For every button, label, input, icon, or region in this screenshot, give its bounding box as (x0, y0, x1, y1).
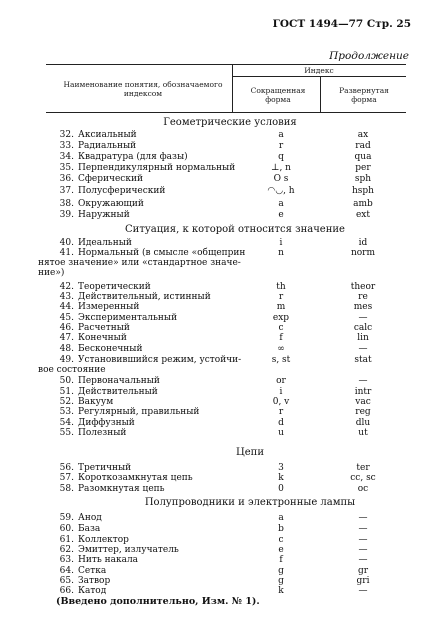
short-form-cell: 0 (278, 484, 284, 494)
page-header: ГОСТ 1494—77 Стр. 25 (272, 18, 411, 30)
row-label: Короткозамкнутая цепь (78, 473, 193, 483)
row-label: Действительный, истинный (78, 292, 211, 302)
short-form-cell: r (278, 407, 284, 417)
row-label: Окружающий (78, 199, 144, 209)
short-form-cell: n (278, 248, 284, 258)
row-number: 56. (59, 463, 74, 473)
short-form-cell: k (278, 473, 284, 483)
row-number: 44. (59, 302, 74, 312)
short-form-cell: q (278, 152, 284, 162)
row-number: 34. (59, 152, 74, 162)
row-number: 65. (59, 576, 74, 586)
row-number: 61. (59, 535, 74, 545)
full-form-cell: rad (355, 141, 371, 151)
row-label-continuation: нятое значение» или «стандартное значе- (38, 258, 241, 268)
row-label: Диффузный (78, 418, 135, 428)
short-form-cell: e (278, 545, 284, 555)
row-number: 48. (59, 344, 74, 354)
row-number: 32. (59, 130, 74, 140)
row-label: Идеальный (78, 238, 132, 248)
full-form-cell: sph (354, 174, 372, 184)
row-label: Расчетный (78, 323, 130, 333)
full-form-cell: oc (357, 484, 369, 494)
full-form-cell: ext (355, 210, 371, 220)
row-label: Регулярный, правильный (78, 407, 200, 417)
footnote: (Введено дополнительно, Изм. № 1). (56, 596, 260, 607)
row-number: 41. (59, 248, 74, 258)
full-form-cell: — (358, 513, 368, 523)
table-top-rule (46, 64, 406, 65)
short-form-cell: a (278, 513, 284, 523)
section-title: Ситуация, к которой относится значение (125, 224, 345, 235)
row-number: 40. (59, 238, 74, 248)
full-form-cell: gr (357, 566, 369, 576)
full-form-cell: mes (353, 302, 373, 312)
row-label: Эмиттер, излучатель (78, 545, 179, 555)
row-number: 47. (59, 333, 74, 343)
row-label: Коллектор (78, 535, 129, 545)
row-label: Сферический (78, 174, 143, 184)
row-label: Перпендикулярный нормальный (78, 163, 236, 173)
row-label: Затвор (78, 576, 111, 586)
full-form-cell: id (358, 238, 368, 248)
row-label: Нормальный (в смысле «общеприн (78, 248, 246, 258)
row-number: 39. (59, 210, 74, 220)
short-form-cell: c (278, 535, 284, 545)
section-title: Цепи (236, 447, 264, 458)
short-form-cell: ∞ (277, 344, 285, 354)
row-number: 33. (59, 141, 74, 151)
full-form-cell: theor (350, 282, 376, 292)
short-form-cell: or (276, 376, 286, 386)
short-form-cell: a (278, 199, 284, 209)
row-number: 58. (59, 484, 74, 494)
row-number: 51. (59, 387, 74, 397)
row-number: 45. (59, 313, 74, 323)
row-number: 60. (59, 524, 74, 534)
short-form-cell: exp (272, 313, 290, 323)
full-form-cell: qua (354, 152, 372, 162)
full-form-cell: — (358, 376, 368, 386)
row-number: 37. (59, 186, 74, 196)
row-number: 57. (59, 473, 74, 483)
short-form-cell: r (278, 141, 284, 151)
short-form-cell: d (278, 418, 284, 428)
row-label: Полезный (78, 428, 127, 438)
continuation-label: Продолжение (329, 50, 409, 62)
full-form-cell: dlu (355, 418, 371, 428)
full-form-cell: — (358, 313, 368, 323)
short-form-cell: e (278, 210, 284, 220)
row-number: 43. (59, 292, 74, 302)
short-form-cell: g (278, 576, 284, 586)
full-form-cell: ter (356, 463, 370, 473)
short-form-cell: ⊥, n (271, 163, 291, 173)
row-number: 42. (59, 282, 74, 292)
row-label: Действительный (78, 387, 158, 397)
section-title: Геометрические условия (163, 117, 297, 128)
short-form-cell: i (279, 238, 283, 248)
row-label: База (78, 524, 101, 534)
row-label: Аксиальный (78, 130, 137, 140)
full-form-header: Развернутая форма (339, 86, 389, 104)
short-form-cell: a (278, 130, 284, 140)
full-form-cell: — (358, 545, 368, 555)
full-form-cell: — (358, 586, 368, 596)
full-form-cell: — (358, 524, 368, 534)
row-label: Конечный (78, 333, 127, 343)
row-label: Анод (78, 513, 102, 523)
row-label: Измеренный (78, 302, 140, 312)
short-form-cell: i (279, 387, 283, 397)
short-form-cell: m (276, 302, 286, 312)
short-form-cell: ◠◡, h (267, 186, 295, 196)
full-form-cell: calc (353, 323, 373, 333)
full-form-cell: — (358, 535, 368, 545)
header-divider-v2 (320, 76, 321, 112)
row-number: 35. (59, 163, 74, 173)
index-group-rule (232, 76, 406, 77)
row-number: 62. (59, 545, 74, 555)
full-form-cell: amb (353, 199, 373, 209)
full-form-cell: reg (355, 407, 371, 417)
short-form-cell: c (278, 323, 284, 333)
full-form-cell: gri (356, 576, 370, 586)
full-form-cell: — (358, 344, 368, 354)
row-label-continuation: вое состояние (38, 365, 106, 375)
header-bottom-rule (46, 112, 406, 113)
row-label: Первоначальный (78, 376, 160, 386)
column-name-header: Наименование понятия, обозначаемого индексом (63, 80, 223, 98)
row-label: Радиальный (78, 141, 137, 151)
short-form-header: Сокращенная форма (250, 86, 306, 104)
row-number: 59. (59, 513, 74, 523)
row-label: Вакуум (78, 397, 114, 407)
full-form-cell: vac (355, 397, 371, 407)
short-form-cell: 3 (278, 463, 284, 473)
row-label: Полусферический (78, 186, 166, 196)
full-form-cell: ut (358, 428, 368, 438)
short-form-cell: b (278, 524, 284, 534)
row-number: 46. (59, 323, 74, 333)
short-form-cell: O s (273, 174, 289, 184)
row-number: 66. (59, 586, 74, 596)
row-label: Катод (78, 586, 107, 596)
row-label: Третичный (78, 463, 132, 473)
row-label: Разомкнутая цепь (78, 484, 165, 494)
row-number: 63. (59, 555, 74, 565)
short-form-cell: g (278, 566, 284, 576)
short-form-cell: 0, v (272, 397, 290, 407)
row-label: Нить накала (78, 555, 139, 565)
full-form-cell: cc, sc (350, 473, 376, 483)
row-number: 55. (59, 428, 74, 438)
row-number: 50. (59, 376, 74, 386)
full-form-cell: norm (350, 248, 376, 258)
row-label: Установившийся режим, устойчи- (78, 355, 242, 365)
full-form-cell: per (355, 163, 371, 173)
short-form-cell: f (279, 333, 283, 343)
row-number: 54. (59, 418, 74, 428)
row-label: Квадратура (для фазы) (78, 152, 188, 162)
row-label: Экспериментальный (78, 313, 178, 323)
row-label: Бесконечный (78, 344, 143, 354)
row-number: 52. (59, 397, 74, 407)
short-form-cell: r (278, 292, 284, 302)
full-form-cell: re (358, 292, 368, 302)
short-form-cell: s, st (271, 355, 291, 365)
full-form-cell: stat (354, 355, 372, 365)
short-form-cell: k (278, 586, 284, 596)
row-label: Теоретический (78, 282, 151, 292)
row-number: 49. (59, 355, 74, 365)
row-label: Сетка (78, 566, 107, 576)
full-form-cell: intr (354, 387, 372, 397)
row-label: Наружный (78, 210, 130, 220)
full-form-cell: — (358, 555, 368, 565)
row-number: 53. (59, 407, 74, 417)
section-title: Полупроводники и электронные лампы (144, 497, 356, 508)
short-form-cell: f (279, 555, 283, 565)
row-number: 64. (59, 566, 74, 576)
full-form-cell: ax (357, 130, 369, 140)
full-form-cell: lin (357, 333, 369, 343)
full-form-cell: hsph (352, 186, 374, 196)
short-form-cell: th (276, 282, 286, 292)
short-form-cell: u (278, 428, 284, 438)
row-number: 38. (59, 199, 74, 209)
row-number: 36. (59, 174, 74, 184)
index-group-header: Индекс (304, 66, 334, 75)
row-label-continuation: ние») (38, 268, 65, 278)
